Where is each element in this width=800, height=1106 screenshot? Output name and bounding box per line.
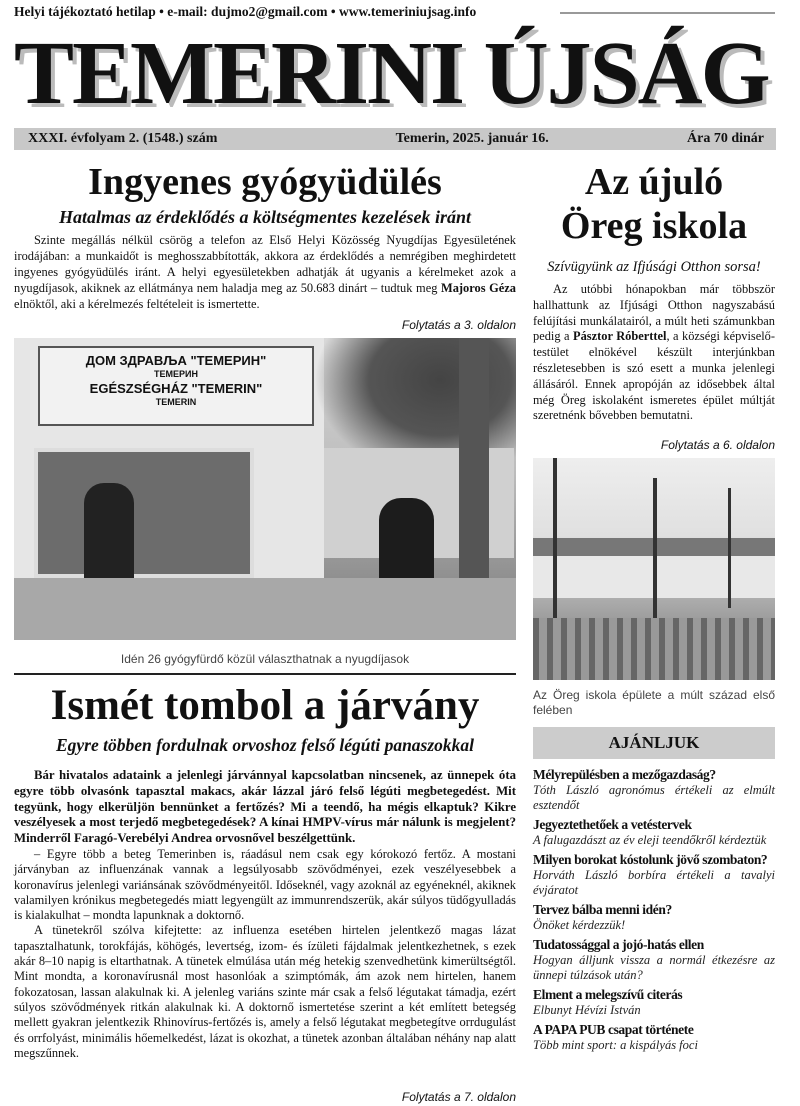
article1-subhead: Hatalmas az érdeklődés a költségmentes kezelések iránt [59, 207, 471, 227]
article2-paragraph: A tünetekről szólva kifejtette: az influenza esetében hirtelen jelentkező magas lázat tapasztalhatunk, torokfájás, köhögés, levertség, izom- és ízületi fájdalmak jelentkezhetnek, s ezek akár 8–10 napig is eltarthatnak. A tünetek elmúlása után még hetekig szenvedhetünk kimerültségtől. Mint mondta, a koronavírusnál most hasonlóak a szimptómák, ám azok nem hirtelen, hanem fokozatosan, lassan alakulnak ki. A jelenleg variáns szinte már csak a felső légutakat támadja, ezért súlyos szövődmények ritkán alakulnak ki. A doktornő ismertetése szerint a két említett betegség mellett gyakran jelentkezik Rhinovírus-fertőzés is, amely a felső légutakat megbetegítve orrdugulást és orrfolyást, minimális hőemelkedést, lázat is okozhat, a tünetek azonban általában néhány nap alatt megszűnnek. [14, 923, 516, 1060]
recommend-item-subtitle: Tóth László agronómus értékeli az elmúlt esztendőt [533, 783, 775, 812]
article3-continued-link[interactable]: Folytatás a 6. oldalon [660, 438, 775, 452]
article1-photo-caption: Idén 26 gyógyfürdő közül választhatnak a nyugdíjasok [120, 652, 410, 666]
article1-continued-link[interactable]: Folytatás a 3. oldalon [401, 318, 516, 332]
newspaper-title: TEMERINI ÚJSÁG [14, 24, 769, 123]
masthead-contact-line: Helyi tájékoztató hetilap • e-mail: dujmo2@gmail.com • www.temeriniujsag.info [14, 4, 477, 19]
recommend-header: AJÁNLJUK [533, 727, 775, 759]
recommend-item[interactable] [533, 986, 775, 1018]
article3-text-end: , a községi képviselő-testület elnökével készült interjúnkban részletesebben is szó esett a munka jelenlegi állásáról. Ennek apropóján az idősebbek által még Öreg iskolaként ismeretes épület múltját szeretnénk bővebben bemutatni. [533, 329, 776, 423]
section-divider [14, 673, 516, 675]
recommend-list [533, 766, 775, 1056]
article2-lead: Bár hivatalos adataink a jelenlegi járvánnyal kapcsolatban nincsenek, az ünnepek óta egyre több olvasónk tapasztal makacs, akár lázzal járó felső légúti megbetegedést. Mit tegyünk, hogy elkerüljön bennünket a fertőzés? Mi a teendő, ha mégis elkaptuk? Kikre veszélyesek a most terjedő megbetegedések? A kínai HMPV-vírus már nálunk is megjelent? Minderről Faragó-Verebélyi Andrea orvosnővel beszélgettünk. [14, 768, 516, 846]
recommend-item-title: Milyen borokat kóstolunk jövő szombaton? [533, 852, 768, 867]
article3-headline-line2: Öreg iskola [560, 205, 748, 247]
recommend-item-title: A PAPA PUB csapat története [533, 1022, 694, 1037]
recommend-item-subtitle: A falugazdászt az év eleji teendőkről kérdeztük [533, 833, 767, 847]
article3-headline-line1: Az újuló [584, 161, 724, 203]
article2-headline: Ismét tombol a járvány [50, 682, 480, 729]
article1-headline: Ingyenes gyógyüdülés [88, 161, 442, 203]
recommend-item-subtitle: Elbunyt Hévízi István [533, 1003, 641, 1017]
recommend-item-title: Mélyrepülésben a mezőgazdaság? [533, 767, 716, 782]
article3-text: Az utóbbi hónapokban már többször hallhattunk az Ifjúsági Otthon nagyszabású felújítási munkálatairól, a múlt heti számunkban pedig a [533, 282, 775, 344]
health-center-sign [38, 346, 314, 426]
article2-continued-link[interactable]: Folytatás a 7. oldalon [401, 1090, 516, 1104]
sign-line: ТЕМЕРИН [154, 369, 198, 379]
recommend-item[interactable] [533, 901, 775, 933]
article1-person: Majoros Géza [441, 281, 516, 295]
article2-subhead: Egyre többen fordulnak orvoshoz felső légúti panaszokkal [55, 735, 475, 755]
issue-price: Ára 70 dinár [687, 131, 764, 146]
health-center-photo [14, 338, 516, 640]
recommend-item-title: Elment a melegszívű citerás [533, 987, 683, 1002]
recommend-item-title: Tudatossággal a jojó-hatás ellen [533, 937, 704, 952]
recommend-item[interactable] [533, 1021, 775, 1053]
recommend-item[interactable] [533, 816, 775, 848]
article3-subhead: Szívügyünk az Ifjúsági Otthon sorsa! [547, 259, 761, 275]
recommend-item-subtitle: Horváth László borbíra értékeli a tavalyi évjáratot [533, 868, 775, 897]
recommend-item[interactable] [533, 766, 775, 813]
recommend-item[interactable] [533, 851, 775, 898]
sign-line: ДОМ ЗДРАВЉА "ТЕМЕРИН" [85, 353, 267, 368]
article3-person: Pásztor Róberttel [573, 329, 667, 344]
recommend-item-title: Tervez bálba menni idén? [533, 902, 672, 917]
article1-body [14, 232, 516, 312]
article2-paragraph: – Egyre több a beteg Temerinben is, ráadásul nem csak egy kórokozó fertőz. A mostani járványban az influenzának vannak a legsúlyosabb szövődményei, ezek veszélyesebbek a koronavírus jelenlegi variánsának szövődményeitől. Időseknél, vagy azoknál az egyéneknél, akiknek valamilyen krónikus megbetegedés miatt legyengült az immunrendszerük, akár súlyos tüdőgyulladás is kialakulhat – mondta lapunknak a doktornő. [14, 846, 516, 923]
issue-info-bar [14, 128, 776, 150]
sign-line: TEMERIN [155, 397, 197, 407]
issue-number: XXXI. évfolyam 2. (1548.) szám [28, 131, 218, 146]
issue-date: Temerin, 2025. január 16. [395, 131, 549, 146]
recommend-item-subtitle: Önöket kérdezzük! [533, 918, 626, 932]
recommend-item-title: Jegyeztethetőek a vetéstervek [533, 817, 692, 832]
sign-line: EGÉSZSÉGHÁZ "TEMERIN" [89, 381, 263, 396]
article2-body [14, 768, 516, 1061]
article1-text-end: elnöktől, aki a kérelmezés feltételeit is ismertette. [14, 297, 260, 311]
old-school-photo [533, 458, 775, 680]
recommend-item-subtitle: Hogyan álljunk vissza a normál étkezésre az ünnepi túlzások után? [533, 953, 775, 982]
masthead-rule [560, 12, 775, 14]
recommend-item[interactable] [533, 936, 775, 983]
article3-photo-caption: Az Öreg iskola épülete a múlt század első felében [533, 688, 775, 717]
article1-text: Szinte megállás nélkül csörög a telefon az Első Helyi Közösség Nyugdíjas Egyesületének irodájában: a munkaidőt is meghosszabbították, akkora az érdeklődés a nemrégiben meghirdetett ingyenes gyógyüdülés iránt. A helyi egyesületekben adhatják át ugyanis a kérelmeket azok a nyugdíjasok, akiknek az ellátmánya nem haladja meg az 50.683 dinárt – tudtuk meg [14, 233, 516, 295]
recommend-item-subtitle: Több mint sport: a kispályás foci [533, 1038, 698, 1052]
article3-body [533, 282, 775, 424]
